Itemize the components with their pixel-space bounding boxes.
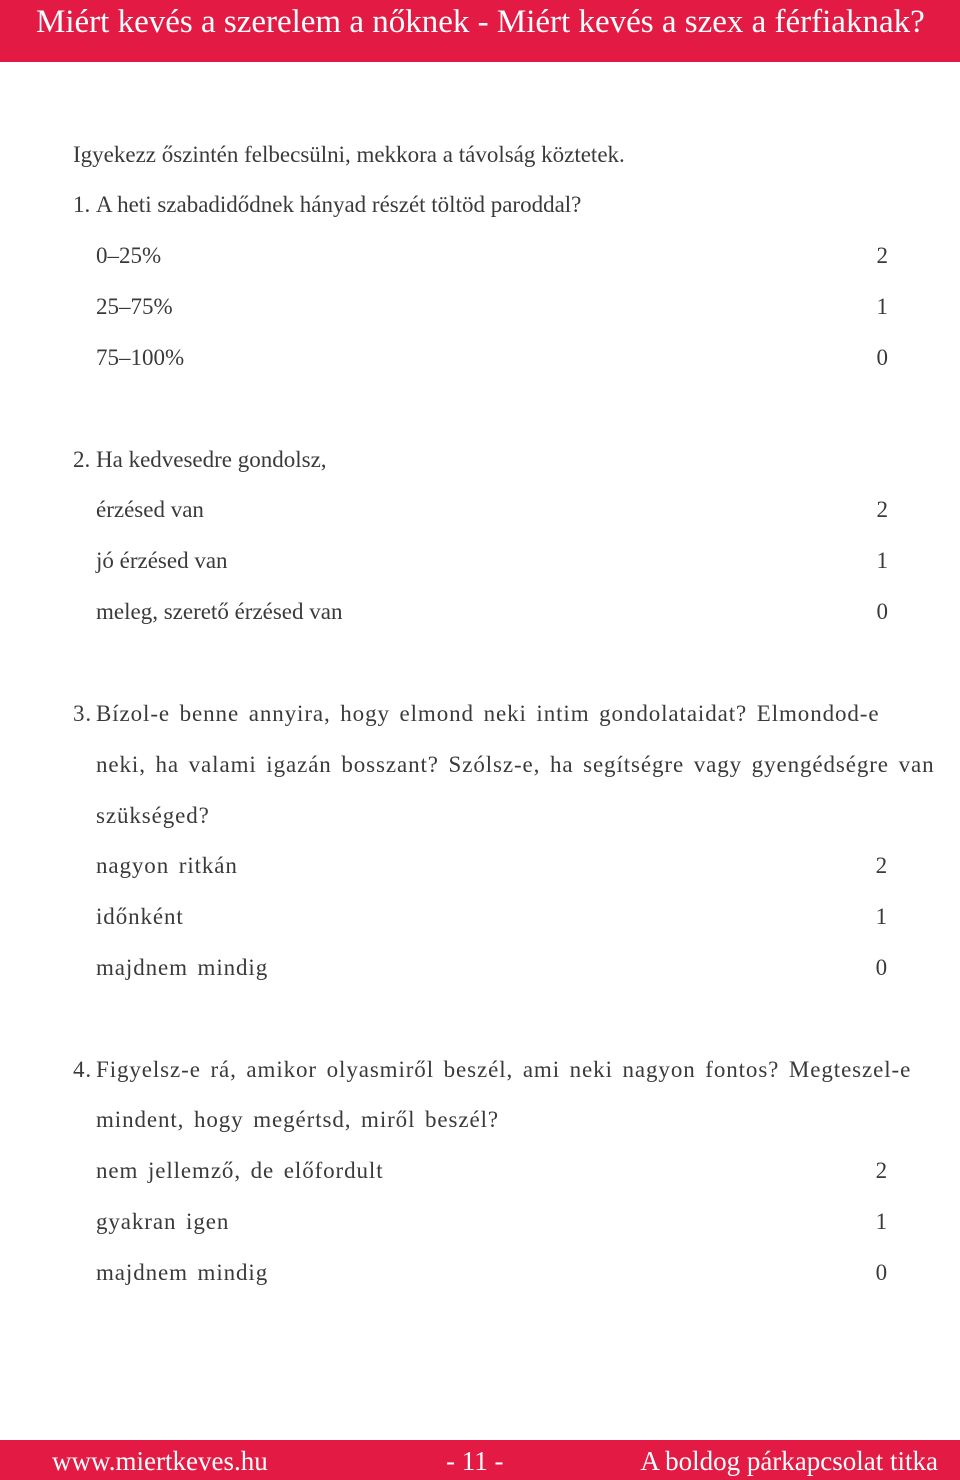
option-score: 2	[875, 1158, 888, 1183]
question-2	[73, 445, 327, 475]
option-label: gyakran igen	[96, 1209, 230, 1234]
answer-option	[96, 1156, 888, 1186]
option-score: 1	[876, 548, 888, 573]
question-text-continued: neki, ha valami igazán bosszant? Szólsz-e, ha segítségre vagy gyengédségre van	[96, 752, 935, 777]
question-text-continued: mindent, hogy megértsd, miről beszél?	[96, 1107, 499, 1132]
question-text: Ha kedvesedre gondolsz,	[96, 447, 327, 472]
option-label: 75–100%	[96, 345, 185, 370]
option-label: meleg, szerető érzésed van	[96, 599, 343, 624]
intro-text: Igyekezz őszintén felbecsülni, mekkora a távolság köztetek.	[73, 142, 625, 167]
option-label: 0–25%	[96, 243, 162, 268]
header-bar	[0, 0, 960, 62]
question-text: Figyelsz-e rá, amikor olyasmiről beszél, ami neki nagyon fontos? Megteszel-e	[96, 1057, 912, 1082]
question-number: 4.	[73, 1057, 93, 1082]
option-label: jó érzésed van	[96, 548, 228, 573]
answer-option	[96, 902, 888, 932]
question-text: A heti szabadidődnek hányad részét töltöd paroddal?	[96, 192, 582, 217]
website-link[interactable]: www.miertkeves.hu	[52, 1446, 268, 1476]
option-label: nagyon ritkán	[96, 853, 238, 878]
option-score: 1	[875, 1209, 888, 1234]
question-text: Bízol-e benne annyira, hogy elmond neki intim gondolataidat? Elmondod-e	[96, 701, 880, 726]
answer-option	[96, 546, 888, 576]
answer-option	[96, 953, 888, 983]
option-score: 0	[875, 955, 888, 980]
option-label: időnként	[96, 904, 184, 929]
option-label: majdnem mindig	[96, 1260, 269, 1285]
option-score: 2	[876, 497, 888, 522]
footer-bar	[0, 1440, 960, 1480]
answer-option	[96, 241, 888, 271]
option-score: 0	[876, 345, 888, 370]
answer-option	[96, 851, 888, 881]
option-score: 2	[875, 853, 888, 878]
question-number: 1.	[73, 192, 91, 217]
page-number: - 11 -	[446, 1446, 504, 1476]
option-score: 1	[875, 904, 888, 929]
option-label: nem jellemző, de előfordult	[96, 1158, 384, 1183]
question-text-continued: szükséged?	[96, 803, 210, 828]
page-title: Miért kevés a szerelem a nőknek - Miért kevés a szex a férfiaknak?	[36, 4, 925, 40]
question-4	[73, 1055, 911, 1085]
option-score: 0	[876, 599, 888, 624]
question-1	[73, 190, 581, 220]
option-label: érzésed van	[96, 497, 204, 522]
question-number: 2.	[73, 447, 91, 472]
option-score: 0	[875, 1260, 888, 1285]
option-label: majdnem mindig	[96, 955, 269, 980]
question-number: 3.	[73, 701, 93, 726]
option-label: 25–75%	[96, 294, 173, 319]
answer-option	[96, 1207, 888, 1237]
option-score: 1	[876, 294, 888, 319]
answer-option	[96, 343, 888, 373]
answer-option	[96, 292, 888, 322]
footer-tagline: A boldog párkapcsolat titka	[640, 1446, 938, 1476]
option-score: 2	[876, 243, 888, 268]
answer-option	[96, 1258, 888, 1288]
question-3	[73, 699, 879, 729]
answer-option	[96, 597, 888, 627]
answer-option	[96, 495, 888, 525]
